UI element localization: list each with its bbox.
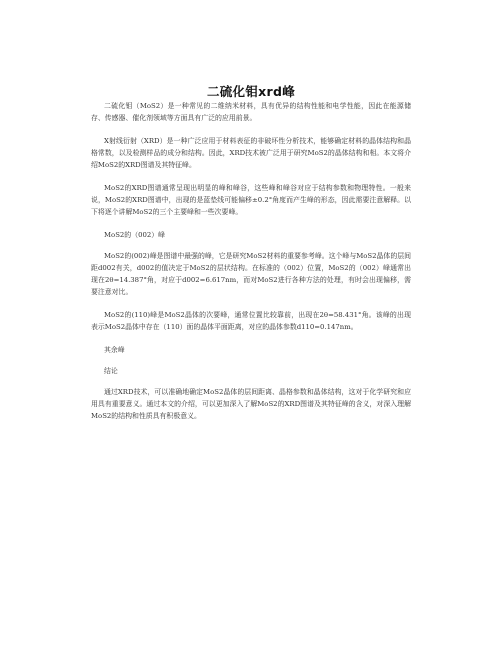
intro-paragraph: 二硫化钼（MoS2）是一种常见的二维纳米材料，具有优异的结构性能和电学性能，因此在能源储存、传感器、催化剂领域等方面具有广泛的应用前景。: [91, 102, 411, 122]
section-heading-other-peaks: 其余峰: [104, 346, 125, 354]
conclusion-paragraph: 通过XRD技术，可以准确地确定MoS2晶体的层间距离、晶格参数和晶体结构，这对于化学研究和应用具有重要意义。通过本文的介绍，可以更加深入了解MoS2的XRD图谱及其特征峰的含义，对深入理解MoS2的结构和性质具有积极意义。: [91, 388, 411, 420]
section-heading-002-peak: MoS2的（002）峰: [104, 231, 166, 239]
xrd-pattern-paragraph: MoS2的XRD图谱通常呈现出明显的峰和峰谷，这些峰和峰谷对应于结构参数和物理特性。一般来说，MoS2的XRD图谱中，出现的是蓝垫线可能偏移±0.2°角度而产生峰的形态，因此需要注意解释。以下将逐个讲解MoS2的三个主要峰和一些次要峰。: [91, 184, 411, 216]
document-title: 二硫化钼xrd峰: [206, 84, 296, 99]
section-heading-conclusion: 结论: [104, 367, 118, 375]
peak-110-paragraph: MoS2的(110)峰是MoS2晶体的次要峰，通常位置比较靠前，出现在2θ=58.431°角。该峰的出现表示MoS2晶体中存在（110）面的晶体平面距离，对应的晶体参数d110=0.147nm。: [91, 311, 411, 331]
peak-002-paragraph: MoS2的(002)峰是图谱中最强的峰，它是研究MoS2材料的重要参考峰。这个峰与MoS2晶体的层间距d002有关，d002的值决定于MoS2的层状结构。在标准的（002）位置，MoS2的（002）峰通常出现在2θ=14.387°角，对应于d002=6.617nm，而对MoS2进行各种方法的处理，有时会出现偏移，需要注意对比。: [91, 252, 411, 296]
xrd-intro-paragraph: X射线衍射（XRD）是一种广泛应用于材料表征的非破坏性分析技术，能够确定材料的晶体结构和晶格常数，以及检测样品的成分和结构。因此，XRD技术被广泛用于研究MoS2的晶体结构和相。本文将介绍MoS2的XRD图谱及其特征峰。: [91, 137, 411, 169]
document-body: [91, 100, 411, 422]
